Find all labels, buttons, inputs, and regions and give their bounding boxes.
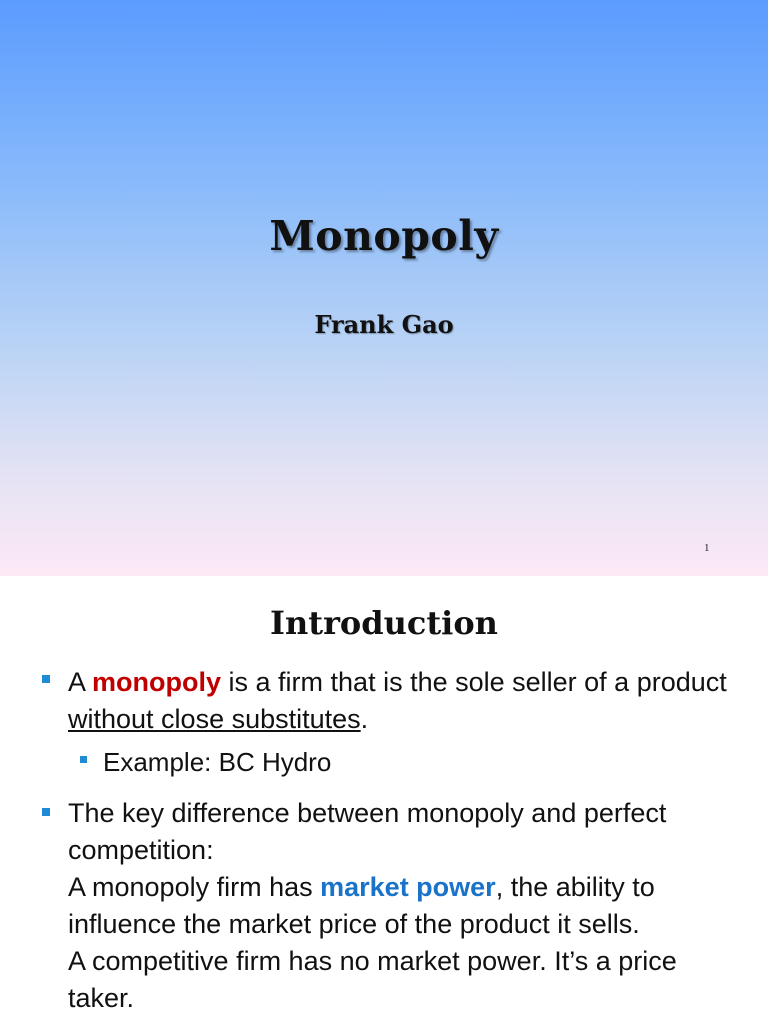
bullet1-suffix: . [360, 704, 369, 734]
sub-bullet-square-icon [80, 756, 87, 763]
underlined-phrase: without close substitutes [68, 704, 361, 734]
bullet1-prefix: A [68, 667, 93, 697]
page-number: 1 [704, 542, 710, 554]
bullet-item-monopoly-definition [68, 664, 728, 738]
bullet2-line2-prefix: A monopoly firm has [68, 872, 321, 902]
bullet2-line3: A competitive firm has no market power. It’s a price taker. [68, 946, 677, 1013]
bullet-square-icon [42, 808, 50, 816]
term-market-power: market power [320, 872, 496, 902]
bullet2-line2-suffix: , the ability to influence the market price of the product it sells. [68, 872, 655, 939]
bullet-square-icon [42, 675, 50, 683]
bullet1-mid: is a firm that is the sole seller of a product [221, 667, 727, 697]
slide-author: Frank Gao [314, 310, 454, 339]
bullet2-line2 [68, 869, 748, 943]
slide-heading: Introduction [270, 604, 498, 642]
sub-bullet-example: Example: BC Hydro [103, 747, 332, 777]
term-monopoly: monopoly [92, 667, 222, 697]
slide-title: Monopoly [269, 212, 499, 260]
bullet-item-key-difference [68, 795, 748, 1017]
bullet2-line1: The key difference between monopoly and perfect competition: [68, 798, 667, 865]
introduction-slide [0, 576, 768, 1024]
